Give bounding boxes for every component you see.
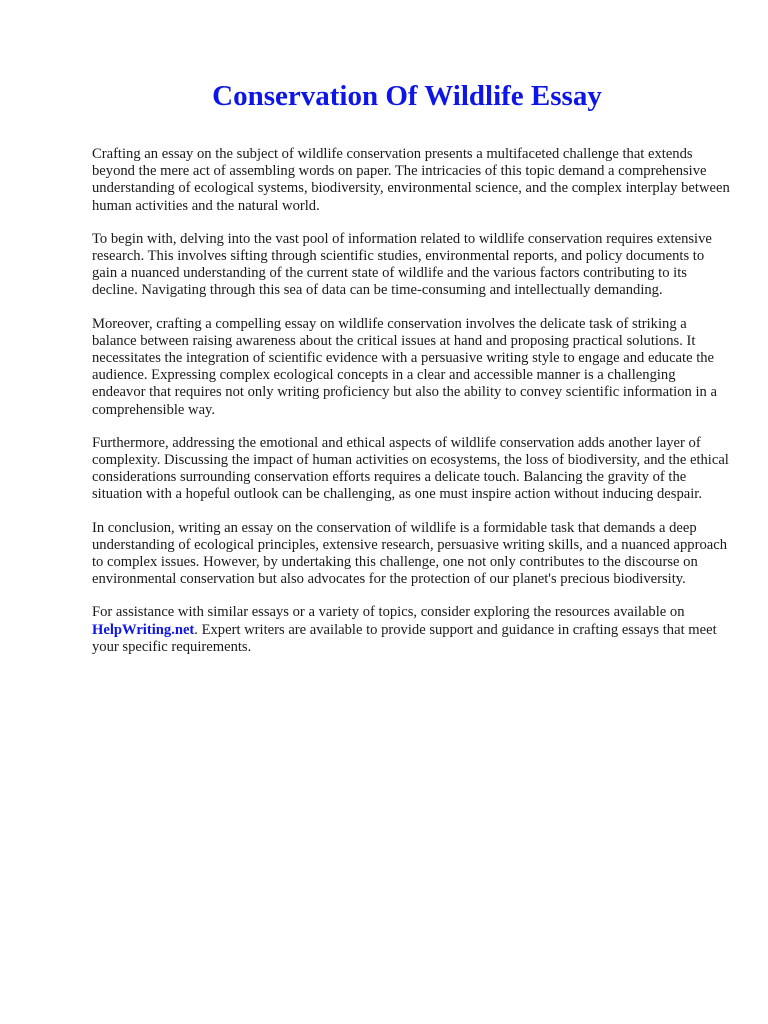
helpwriting-link[interactable]: HelpWriting.net [92, 621, 195, 638]
paragraph-balance: Moreover, crafting a compelling essay on wildlife conservation involves the delicate task of striking a balance between raising awareness about the critical issues at hand and proposing practical solutions. It necessitates the integration of scientific evidence with a persuasive writing style to engage and educate the audience. Expressing complex ecological concepts in a clear and accessible manner is a challenging endeavor that requires not only writing proficiency but also the ability to convey scientific information in a comprehensible way. [92, 315, 717, 418]
paragraph-intro: Crafting an essay on the subject of wildlife conservation presents a multifaceted challenge that extends beyond the mere act of assembling words on paper. The intricacies of this topic demand a comprehensive understanding of ecological systems, biodiversity, environmental science, and the complex interplay between human activities and the natural world. [92, 146, 730, 214]
paragraph-ethics: Furthermore, addressing the emotional and ethical aspects of wildlife conservation adds another layer of complexity. Discussing the impact of human activities on ecosystems, the loss of biodiversity, and the ethical considerations surrounding conservation efforts requires a delicate touch. Balancing the gravity of the situation with a hopeful outlook can be challenging, as one must inspire action without inducing despair. [92, 434, 729, 503]
paragraph-research: To begin with, delving into the vast pool of information related to wildlife conservation requires extensive research. This involves sifting through scientific studies, environmental reports, and policy documents to gain a nuanced understanding of the current state of wildlife and the various factors contributing to its decline. Navigating through this sea of data can be time-consuming and intellectually demanding. [92, 230, 712, 299]
closing-text-after-link: . Expert writers are available to provide support and guidance in crafting essays that meet your specific requirements. [92, 621, 717, 655]
essay-body [92, 146, 732, 672]
paragraph-conclusion: In conclusion, writing an essay on the conservation of wildlife is a formidable task that demands a deep understanding of ecological principles, extensive research, persuasive writing skills, and a nuanced approach to complex issues. However, by undertaking this challenge, one not only contributes to the discourse on environmental conservation but also advocates for the protection of our planet's precious biodiversity. [92, 519, 728, 588]
page-title: Conservation Of Wildlife Essay [212, 80, 602, 112]
closing-text-before-link: For assistance with similar essays or a variety of topics, consider exploring the resources available on [92, 604, 685, 621]
paragraph-closing [92, 604, 732, 656]
